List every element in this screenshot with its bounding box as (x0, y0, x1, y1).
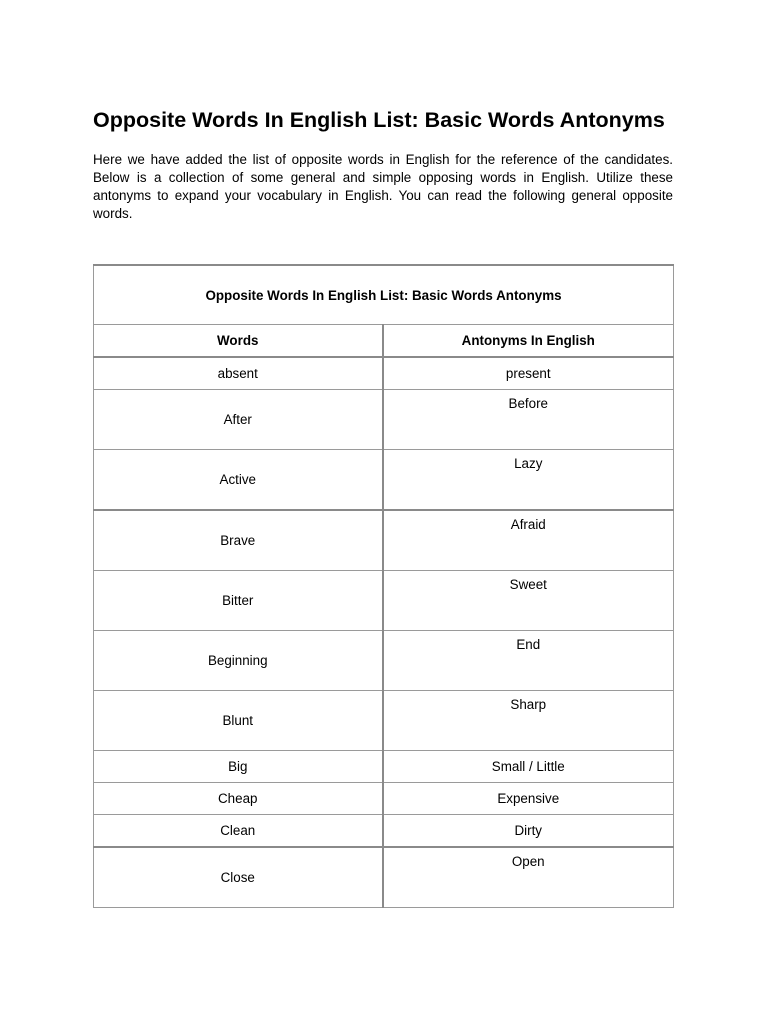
table-row (94, 510, 674, 571)
antonym-cell: Expensive (383, 783, 674, 815)
word-cell: Beginning (94, 631, 383, 691)
table-row (94, 390, 674, 450)
antonym-cell: Sweet (383, 571, 674, 631)
table-row (94, 751, 674, 783)
word-cell: Brave (94, 510, 383, 571)
word-cell: After (94, 390, 383, 450)
word-cell: Cheap (94, 783, 383, 815)
table-row (94, 847, 674, 908)
table-row (94, 815, 674, 848)
antonym-cell: Sharp (383, 691, 674, 751)
word-cell: Close (94, 847, 383, 908)
antonym-cell: Lazy (383, 450, 674, 511)
word-cell: Active (94, 450, 383, 511)
table-row (94, 691, 674, 751)
antonym-cell: Small / Little (383, 751, 674, 783)
table-row (94, 357, 674, 390)
word-cell: absent (94, 357, 383, 390)
document-page (93, 107, 673, 885)
table-row (94, 783, 674, 815)
table-row (94, 450, 674, 511)
word-cell: Bitter (94, 571, 383, 631)
antonym-cell: End (383, 631, 674, 691)
antonym-cell: Afraid (383, 510, 674, 571)
word-cell: Clean (94, 815, 383, 848)
antonym-cell: Open (383, 847, 674, 908)
table-row (94, 571, 674, 631)
page-title: Opposite Words In English List: Basic Words Antonyms (93, 108, 665, 132)
word-cell: Blunt (94, 691, 383, 751)
antonyms-table (93, 264, 674, 908)
intro-paragraph: Here we have added the list of opposite words in English for the reference of the candidates. Below is a collection of some general and simple opposing words in English. Utilize these antonyms to expand your vocabulary in English. You can read the following general opposite words. (93, 152, 673, 221)
antonym-cell: Before (383, 390, 674, 450)
word-cell: Big (94, 751, 383, 783)
table-row (94, 631, 674, 691)
column-header-antonyms: Antonyms In English (383, 325, 674, 358)
antonym-cell: Dirty (383, 815, 674, 848)
table-caption: Opposite Words In English List: Basic Words Antonyms (94, 265, 674, 325)
antonym-cell: present (383, 357, 674, 390)
column-header-words: Words (94, 325, 383, 358)
